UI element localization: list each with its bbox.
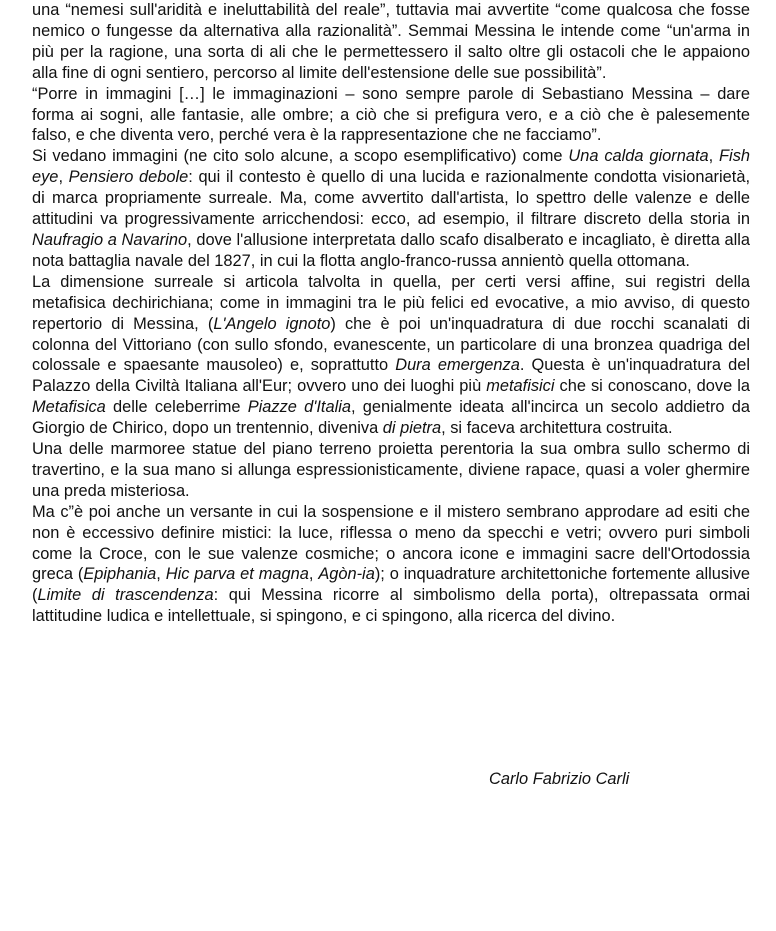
paragraph-3: [32, 146, 750, 271]
paragraph-2: [32, 84, 750, 147]
paragraph-4: [32, 272, 750, 439]
text-run: : qui il contesto è quello di una lucida e razionalmente condotta visionarietà, di marca propriamente surreale. Ma, come avvertito dall'artista, lo spettro delle valenze e delle attitudini va progressivamente arricchendosi: ecco, ad esempio, il filtrare discreto della storia in: [32, 168, 750, 229]
emphasis: metafisici: [486, 377, 555, 396]
artwork-title: Limite di trascendenza: [37, 586, 214, 605]
emphasis: Metafisica: [32, 398, 106, 417]
document-body: [32, 0, 750, 627]
text-run: : qui Messina ricorre al simbolismo della porta), oltrepassata ormai lattitudine ludica e intellettuale, si spingono, e ci spingono, alla ricerca del divino.: [32, 586, 750, 626]
text-run: ,: [156, 565, 166, 584]
paragraph-5: [32, 439, 750, 502]
artwork-title: Piazze d'Italia: [247, 398, 351, 417]
artwork-title: Agòn-ia: [318, 565, 375, 584]
text-run: ,: [58, 168, 69, 187]
artwork-title: Dura emergenza: [395, 356, 520, 375]
text-run: ); o inquadrature architettoniche fortemente allusive (: [32, 565, 751, 605]
paragraph-6: [32, 502, 750, 627]
artwork-title: L'Angelo ignoto: [213, 314, 331, 333]
artwork-title: Pensiero debole: [68, 168, 189, 187]
text-run: Ma c”è poi anche un versante in cui la sospensione e il mistero sembrano approdare ad esiti che non è eccessivo definire mistici: la luce, riflessa o meno da specchi e vetri; ovvero puri simboli come la Croce, con le sue valenze cosmiche; o ancora icone e immagini sacre dell'Ortodossia greca (: [32, 502, 750, 584]
text-run: La dimensione surreale si articola talvolta in quella, per certi versi affine, sui registri della metafisica dechirichiana; come in immagini tra le più felici ed evocative, a mio avviso, di questo repertorio di Messina, (: [32, 272, 750, 333]
text-run: delle celeberrime: [105, 398, 248, 417]
artwork-title: Hic parva et magna: [165, 565, 309, 584]
artwork-title: Naufragio a Navarino: [32, 230, 188, 249]
artwork-title: Una calda giornata: [568, 147, 709, 166]
text-run: una “nemesi sull'aridità e ineluttabilità del reale”, tuttavia mai avvertite “come qualcosa che fosse nemico o fungesse da alternativa alla razionalità”. Semmai Messina le intende come “un'arma in più per la ragione, una sorta di ali che le permettessero il salto oltre gli ostacoli che le appaiono alla fine di ogni sentiero, percorso al limite dell'estensione delle sue possibilità”.: [32, 1, 750, 82]
author-signature: Carlo Fabrizio Carli: [489, 770, 630, 788]
artwork-title: Fish eye: [32, 147, 751, 187]
text-run: , dove l'allusione interpretata dallo scafo disalberato e incagliato, è diretta alla nota battaglia navale del 1827, in cui la flotta anglo-franco-russa annientò quella ottomana.: [32, 230, 750, 270]
text-run: ,: [708, 147, 720, 166]
text-run: Una delle marmoree statue del piano terreno proietta perentoria la sua ombra sullo schermo di travertino, e la sua mano si allunga espressionisticamente, diviene rapace, quasi a voler ghermire una preda misteriosa.: [32, 440, 750, 500]
text-run: , si faceva architettura costruita.: [441, 419, 673, 438]
paragraph-1: [32, 0, 750, 84]
emphasis: di pietra: [382, 419, 442, 438]
text-run: ) che è poi un'inquadratura di due rocchi scanalati di colonna del Vittoriano (con sullo sfondo, evanescente, un particolare di una bronzea quadriga del colossale e spaesante mausoleo) e, soprattutto: [32, 314, 750, 375]
artwork-title: Epiphania: [83, 565, 157, 584]
text-run: , genialmente ideata all'incirca un secolo addietro da Giorgio de Chirico, dopo un trentennio, diveniva: [32, 398, 750, 438]
text-run: che si conoscano, dove la: [554, 377, 750, 396]
text-run: . Questa è un'inquadratura del Palazzo della Civiltà Italiana all'Eur; ovvero uno dei luoghi più: [32, 356, 750, 396]
text-run: “Porre in immagini […] le immaginazioni – sono sempre parole di Sebastiano Messina – dare forma ai sogni, alle fantasie, alle ombre; a ciò che si prefigura vero, e a ciò che è palesemente falso, e che diventa vero, perché vera è la rappresentazione che ne facciamo”.: [32, 84, 750, 145]
text-run: ,: [308, 565, 319, 584]
text-run: Si vedano immagini (ne cito solo alcune, a scopo esemplificativo) come: [32, 147, 569, 166]
